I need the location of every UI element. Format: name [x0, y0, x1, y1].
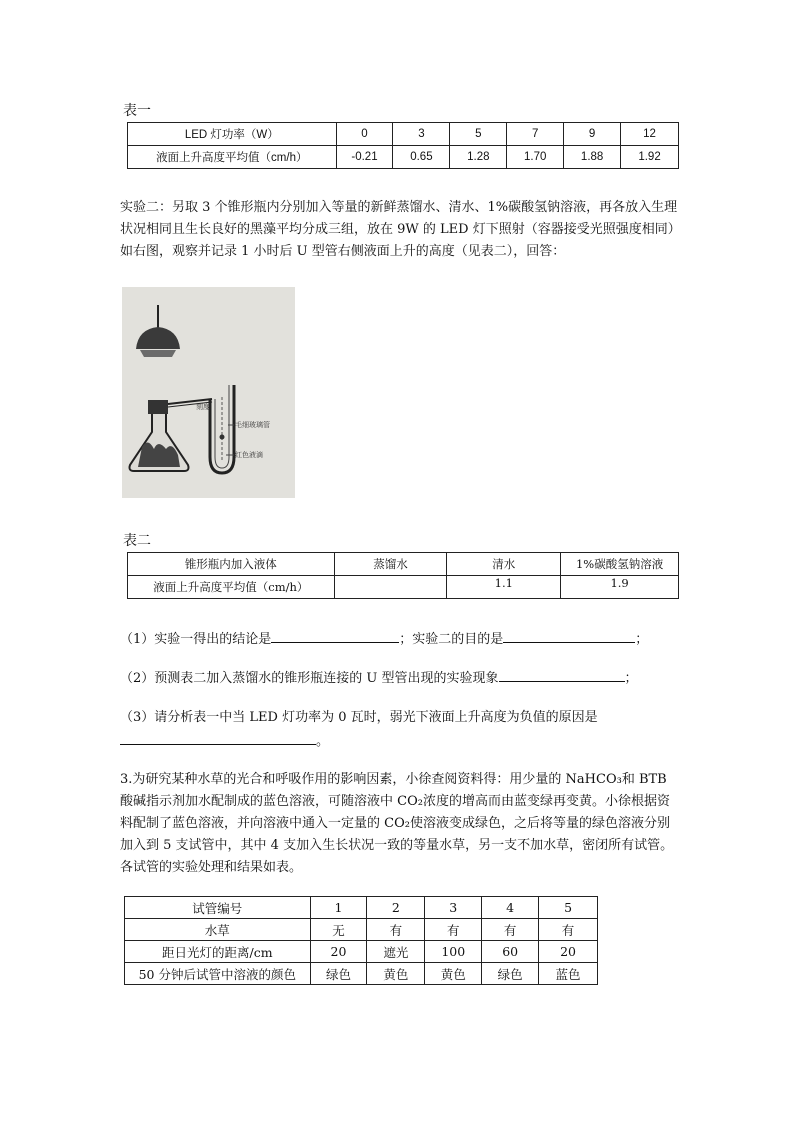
answer-blank[interactable]	[271, 628, 399, 643]
table-cell: 遮光	[367, 941, 425, 963]
table-cell: 蒸馏水	[334, 553, 447, 576]
red-droplet	[220, 435, 225, 440]
table3	[124, 896, 598, 985]
table-cell: 1.70	[507, 146, 564, 169]
question-1	[120, 628, 680, 651]
answer-blank[interactable]	[503, 628, 635, 643]
table-row	[125, 919, 598, 941]
figure-label-scale: 刻度	[196, 403, 210, 411]
question-2-text-b: ；	[624, 671, 638, 686]
table-cell: 50 分钟后试管中溶液的颜色	[125, 963, 311, 985]
experiment2-text: 实验二：另取 3 个锥形瓶内分别加入等量的新鲜蒸馏水、清水、1%碳酸氢钠溶液，再各放入生理状况相同且生长良好的黑藻平均分成三组，放在 9W 的 LED 灯下照射（容器接受光照强度相同）如右图，观察并记录 1 小时后 U 型管右侧液面上升的高度（见表二），回答：	[120, 200, 678, 259]
table-cell: 绿色	[482, 963, 539, 985]
table-cell: 3	[393, 123, 450, 146]
question-2-text-a: （2）预测表二加入蒸馏水的锥形瓶连接的 U 型管出现的实验现象	[120, 671, 499, 686]
answer-blank[interactable]	[120, 730, 316, 745]
table-cell: 3	[425, 897, 482, 919]
table-cell: 1.92	[621, 146, 679, 169]
table-cell: LED 灯功率（W）	[128, 123, 337, 146]
table-cell: 有	[367, 919, 425, 941]
table-cell: 无	[310, 919, 367, 941]
table-row	[125, 941, 598, 963]
table-cell: 5	[539, 897, 598, 919]
question-1-text-c: ；	[635, 632, 649, 647]
table1-caption: 表一	[123, 103, 151, 119]
problem3-text: 3.为研究某种水草的光合和呼吸作用的影响因素，小徐查阅资料得：用少量的 NaHCO₃和 BTB 酸碱指示剂加水配制成的蓝色溶液，可随溶液中 CO₂浓度的增高而由蓝变绿再变黄。小徐根据资料配制了蓝色溶液，并向溶液中通入一定量的 CO₂使溶液变成绿色，之后将等量的绿色溶液分别加入到 5 支试管中，其中 4 支加入生长状况一致的等量水草，另一支不加水草，密闭所有试管。各试管的实验处理和结果如表。	[120, 772, 674, 875]
table-row	[128, 146, 679, 169]
question-1-text-a: （1）实验一得出的结论是	[120, 632, 272, 647]
table-cell: 4	[482, 897, 539, 919]
table-cell	[334, 576, 447, 599]
table-cell: 距日光灯的距离/cm	[125, 941, 311, 963]
table-cell: 1	[310, 897, 367, 919]
table-cell: 1.28	[450, 146, 507, 169]
table-cell: 9	[564, 123, 621, 146]
table-cell: 有	[482, 919, 539, 941]
table2-caption: 表二	[123, 533, 151, 549]
table1	[127, 122, 679, 169]
table-cell: 锥形瓶内加入液体	[128, 553, 335, 576]
figure-label-capillary: 毛细玻璃管	[235, 421, 270, 429]
table-cell: -0.21	[336, 146, 393, 169]
table-row	[128, 553, 679, 576]
table-cell: 0.65	[393, 146, 450, 169]
table-cell: 1.88	[564, 146, 621, 169]
question-3	[120, 707, 680, 729]
table-cell: 水草	[125, 919, 311, 941]
question-3-answer-line	[120, 730, 680, 753]
table-cell: 1%碳酸氢钠溶液	[561, 553, 679, 576]
question-3-text-a: （3）请分析表一中当 LED 灯功率为 0 瓦时，弱光下液面上升高度为负值的原因是	[120, 710, 598, 725]
table-row	[128, 123, 679, 146]
question-3-text-b: 。	[316, 734, 330, 749]
answer-blank[interactable]	[499, 667, 625, 682]
table-cell: 5	[450, 123, 507, 146]
table-cell: 蓝色	[539, 963, 598, 985]
table-cell: 清水	[447, 553, 561, 576]
table-cell: 1.1	[447, 576, 561, 599]
table-cell: 2	[367, 897, 425, 919]
apparatus-drawing	[122, 287, 295, 498]
table-cell: 100	[425, 941, 482, 963]
question-1-text-b: ；实验二的目的是	[399, 632, 504, 647]
table-cell: 20	[539, 941, 598, 963]
table-row	[128, 576, 679, 599]
table-row	[125, 963, 598, 985]
table2	[127, 552, 679, 599]
figure-label-droplet: 红色液滴	[235, 451, 263, 459]
table-cell: 黄色	[367, 963, 425, 985]
table-cell: 液面上升高度平均值（cm/h）	[128, 146, 337, 169]
table-cell: 有	[539, 919, 598, 941]
table-cell: 有	[425, 919, 482, 941]
table-cell: 20	[310, 941, 367, 963]
table-row	[125, 897, 598, 919]
table-cell: 黄色	[425, 963, 482, 985]
table-cell: 0	[336, 123, 393, 146]
question-2	[120, 667, 680, 690]
table-cell: 试管编号	[125, 897, 311, 919]
stopper	[148, 400, 168, 414]
table-cell: 7	[507, 123, 564, 146]
table-cell: 1.9	[561, 576, 679, 599]
apparatus-figure	[122, 287, 295, 498]
table-cell: 液面上升高度平均值（cm/h）	[128, 576, 335, 599]
table-cell: 绿色	[310, 963, 367, 985]
table-cell: 12	[621, 123, 679, 146]
table-cell: 60	[482, 941, 539, 963]
